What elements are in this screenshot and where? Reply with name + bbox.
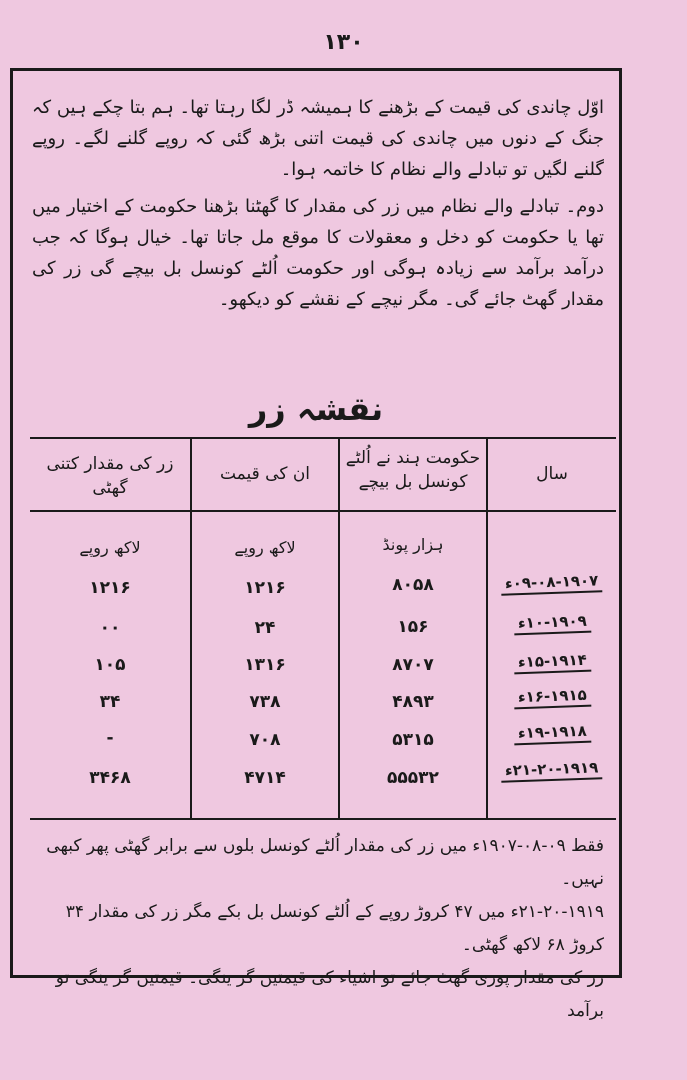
row-reduction: ۳۴۶۸ [89,768,131,788]
row-year: ۲۱-۲۰-۱۹۱۹ء [501,758,603,783]
row-year: ۱۰-۱۹۰۹ء [513,612,591,636]
table-row-year [488,572,616,594]
row-bills: ۸۰۵۸ [392,575,434,595]
table-row-year [488,612,616,634]
row-value: ۲۴ [254,618,276,638]
row-year: ۱۵-۱۹۱۴ء [513,651,591,675]
intro-paragraph-2: دوم۔ تبادلے والے نظام میں زر کی مقدار کا گھٹنا بڑھنا حکومت کے اختیار میں تھا یا حکومت کو دخل و معقولات کا موقع مل جاتا تھا۔ خیال ہوگا کہ جب درآمد برآمد سے زیادہ ہوگی اور حکومت اُلٹے کونسل بل بیچے گی زر کی مقدار گھٹ جائے گی۔ مگر نیچے کے نقشے کو دیکھو۔ [32,196,604,310]
row-year: ۱۹-۱۹۱۸ء [513,722,591,746]
unit-reduction: لاکھ روپے [79,538,141,557]
header-reduction: زر کی مقدار کتنی گھٹی [46,454,174,498]
header-year: سال [536,464,568,484]
row-bills: ۸۷۰۷ [392,655,434,675]
table-header-rule [30,510,616,512]
table-top-rule [30,437,616,439]
table-bottom-rule [30,818,616,820]
column-divider-1 [190,437,192,818]
header-bills: حکومت ہند نے اُلٹے کونسل بل بیچے [345,448,481,492]
row-reduction: ۰۰ [99,618,121,638]
column-divider-2 [338,437,340,818]
row-value: ۴۷۱۴ [244,768,286,788]
note-line-2: ۲۱-۲۰-۱۹۱۹ء میں ۴۷ کروڑ روپے کے اُلٹے کونسل بل بکے مگر زر کی مقدار ۳۴ کروڑ ۶۸ لاکھ گھٹی۔ [65,902,604,955]
row-value: ۷۰۸ [249,730,281,750]
table-row-year [488,759,616,781]
row-reduction: ۱۰۵ [94,655,126,675]
row-year: ۰۹-۰۸-۱۹۰۷ء [501,571,603,596]
table-row-year [488,686,616,708]
row-value: ۱۲۱۶ [244,578,286,598]
row-value: ۷۳۸ [249,692,281,712]
unit-bills: ہزار پونڈ [382,535,444,554]
row-bills: ۵۵۵۳۲ [387,768,439,788]
row-bills: ۱۵۶ [397,617,429,637]
row-reduction: ۱۲۱۶ [89,578,131,598]
notes-text [32,830,604,1028]
row-bills: ۴۸۹۳ [392,692,434,712]
note-line-1: فقط ۰۹-۰۸-۱۹۰۷ء میں زر کی مقدار اُلٹے کونسل بلوں سے برابر گھٹی پھر کبھی نہیں۔ [46,836,604,889]
row-year: ۱۶-۱۹۱۵ء [513,686,591,710]
table-title: نقشہ زر [248,390,384,428]
note-line-3: زر کی مقدار پوری گھٹ جائے تو اشیاء کی قیمتیں گر ینگی۔ قیمتیں گر ینگی تو برآمد [55,968,604,1021]
intro-paragraph-1: اوّل چاندی کی قیمت کے بڑھنے کا ہمیشہ ڈر لگا رہتا تھا۔ ہم بتا چکے ہیں کہ جنگ کے دنوں میں چاندی کی قیمت اتنی بڑھ گئی کہ روپے گلنے لگے۔ روپے گلنے لگیں تو تبادلے والے نظام کا خاتمہ ہوا۔ [32,97,604,180]
intro-text [32,92,604,315]
unit-value: لاکھ روپے [234,538,296,557]
page-number: ۱۳۰ [323,30,364,55]
header-value: ان کی قیمت [219,464,311,484]
table-row-year [488,651,616,673]
row-reduction: ۳۴ [99,692,121,712]
row-bills: ۵۳۱۵ [392,730,434,750]
table-row-year [488,722,616,744]
row-value: ۱۳۱۶ [244,655,286,675]
row-reduction: - [106,728,114,748]
